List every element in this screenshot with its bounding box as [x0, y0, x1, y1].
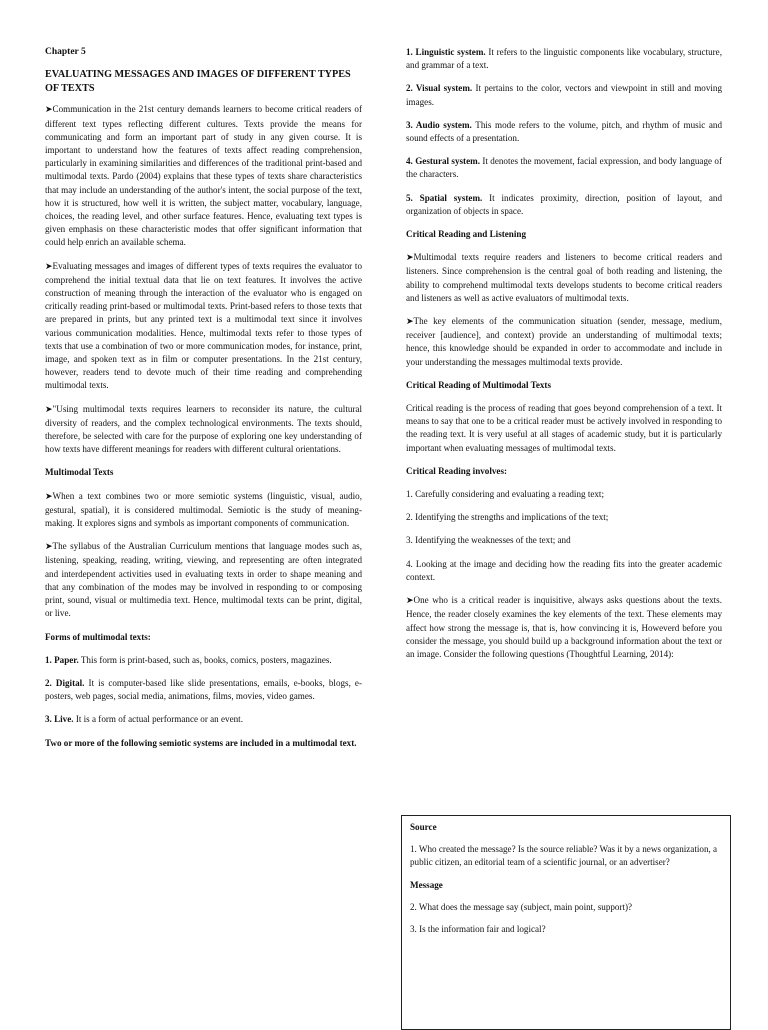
system-item-gestural: 4. Gestural system. It denotes the movement, facial expression, and body language of the characters. — [406, 156, 723, 180]
form-item-paper: 1. Paper. This form is print-based, such as, books, comics, posters, magazines. — [45, 654, 332, 665]
multimodal-texts-heading: Multimodal Texts — [45, 467, 114, 478]
right-column — [406, 46, 722, 671]
arrow-bullet-icon: ➤ — [45, 542, 53, 553]
arrow-bullet-icon: ➤ — [45, 404, 53, 415]
chapter-title: EVALUATING MESSAGES AND IMAGES OF DIFFERENT TYPES OF TEXTS — [45, 69, 351, 94]
source-heading: Source — [410, 822, 437, 832]
critical-reading-multimodal-heading: Critical Reading of Multimodal Texts — [406, 379, 551, 390]
critical-reading-involves-heading: Critical Reading involves: — [406, 465, 508, 476]
form-item-live: 3. Live. It is a form of actual performance or an event. — [45, 714, 243, 725]
evaluating-paragraph: ➤Evaluating messages and images of different types of texts requires the evaluator to comprehend the initial textual data that lie on text features. It involves the active construction of meaning through the interaction of the evaluator who is engaged on critically reading print-based or multimodal texts. Print-based refers to those texts that are prepared in prints, but any printed text is a multimodal text since it involves various communication modalities. Hence, multimodal texts refer to those types of texts that use a combination of two or more communication modes, for instance, print, image, and spoken text as in film or computer presentations. In the 21st century, however, readers tend to devote much of their time reading and comprehending multimodal texts. — [45, 260, 362, 391]
question-2: 2. What does the message say (subject, main point, support)? — [410, 901, 633, 912]
message-heading: Message — [410, 879, 443, 890]
inquisitive-reader-paragraph: ➤One who is a critical reader is inquisitive, always asks questions about the texts. Hence, the reader closely examines the key elements of the text. These elements may affect how strong the message is, that is, how convincing it is, Howeverd before you consider the message, you should build up a background information about the text or an image. Consider the following questions (Thoughtful Learning, 2014): — [406, 595, 722, 659]
critical-reading-listening-paragraph-2: ➤The key elements of the communication situation (sender, message, medium, receiver [audience], and context) provide an understanding of multimodal texts; hence, this knowledge should be expanded in order to accommodate and include in your understanding the messages multimodal texts provide. — [406, 316, 722, 367]
list-item: 3. Identifying the weaknesses of the text; and — [406, 535, 571, 546]
arrow-bullet-icon: ➤ — [406, 596, 414, 607]
semiotic-paragraph: ➤When a text combines two or more semiotic systems (linguistic, visual, audio, gestural, spatial), it is considered multimodal. Semiotic is the study of meaning-making. It explores signs and symbols as important components of communication. — [45, 490, 362, 529]
forms-heading: Forms of multimodal texts: — [45, 631, 151, 642]
arrow-bullet-icon: ➤ — [45, 491, 53, 502]
australian-curriculum-paragraph: ➤The syllabus of the Australian Curriculum mentions that language modes such as, listening, speaking, reading, writing, viewing, and representing are often integrated and interdependent activities used in evaluating texts in order to shape meaning and that any combination of the modes may be involved in responding to or composing print, sound, visual or multimedia text. Hence, multimodal texts can be print, digital, or live. — [45, 541, 362, 619]
involves-list — [406, 488, 722, 584]
critical-reading-listening-heading: Critical Reading and Listening — [406, 229, 526, 240]
system-item-visual: 2. Visual system. It pertains to the color, vectors and viewpoint in still and moving images. — [406, 83, 722, 107]
chapter-label: Chapter 5 — [45, 47, 86, 57]
system-item-linguistic: 1. Linguistic system. It refers to the linguistic components like vocabulary, structure, and grammar of a text. — [406, 47, 722, 71]
list-item: 2. Identifying the strengths and implications of the text; — [406, 512, 609, 523]
questions-box — [401, 815, 731, 1030]
list-item: 4. Looking at the image and deciding how the reading fits into the greater academic context. — [406, 558, 722, 582]
arrow-bullet-icon: ➤ — [45, 105, 53, 116]
question-3: 3. Is the information fair and logical? — [410, 924, 546, 935]
using-multimodal-paragraph: ➤"Using multimodal texts requires learners to reconsider its nature, the cultural diversity of readers, and the complex technological environments. The texts should, therefore, be selected with care for the purpose of exploring one key understanding of how texts have different meanings for readers with different cultural orientations. — [45, 403, 362, 455]
form-item-digital: 2. Digital. It is computer-based like slide presentations, emails, e-books, blogs, e-posters, web pages, social media, animations, films, movies, video games. — [45, 677, 362, 702]
critical-reading-paragraph: Critical reading is the process of reading that goes beyond comprehension of a text. It means to say that one to be a critical reader must be actively involved in responding to the reading text. It is very useful at all stages of academic study, but it is particularly important when evaluating messages of multimodal texts. — [406, 403, 722, 453]
list-item: 1. Carefully considering and evaluating a reading text; — [406, 489, 604, 500]
intro-paragraph: ➤Communication in the 21st century demands learners to become critical readers of different text types reflecting different cultures. Texts provide the means for communicating and form an important part of study in any given course. It is important to understand how the features of texts affect reading comprehension, particularly in examining similarities and differences of the traditional print-based and multimodal texts. Pardo (2004) explains that these types of texts share characteristics that may include an understanding of the author's intent, the social purpose of the text, how it is structured, how well it is written, the subject matter, vocabulary, language, choices, the reading level, and other surface features. Hence, evaluating text types is given emphasis on these characteristic modes that offer significant information that could help enrich an available schema. — [45, 104, 362, 248]
arrow-bullet-icon: ➤ — [45, 261, 53, 272]
semiotic-systems-heading: Two or more of the following semiotic systems are included in a multimodal text. — [45, 737, 357, 748]
question-1: 1. Who created the message? Is the source reliable? Was it by a news organization, a public citizen, an editorial team of a scientific journal, or an advertiser? — [410, 844, 718, 868]
system-item-audio: 3. Audio system. This mode refers to the volume, pitch, and rhythm of music and sound effects of a presentation. — [406, 119, 722, 144]
system-item-spatial: 5. Spatial system. It indicates proximity, direction, position of layout, and organization of objects in space. — [406, 192, 722, 216]
critical-reading-listening-paragraph-1: ➤Multimodal texts require readers and listeners to become critical readers and listeners. Since comprehension is the central goal of both reading and listening, the ability to comprehend multimodal texts develops students to become critical readers and listeners as well as active evaluators of multimodal texts. — [406, 252, 722, 303]
arrow-bullet-icon: ➤ — [406, 253, 414, 264]
left-column — [45, 46, 362, 760]
arrow-bullet-icon: ➤ — [406, 317, 414, 328]
